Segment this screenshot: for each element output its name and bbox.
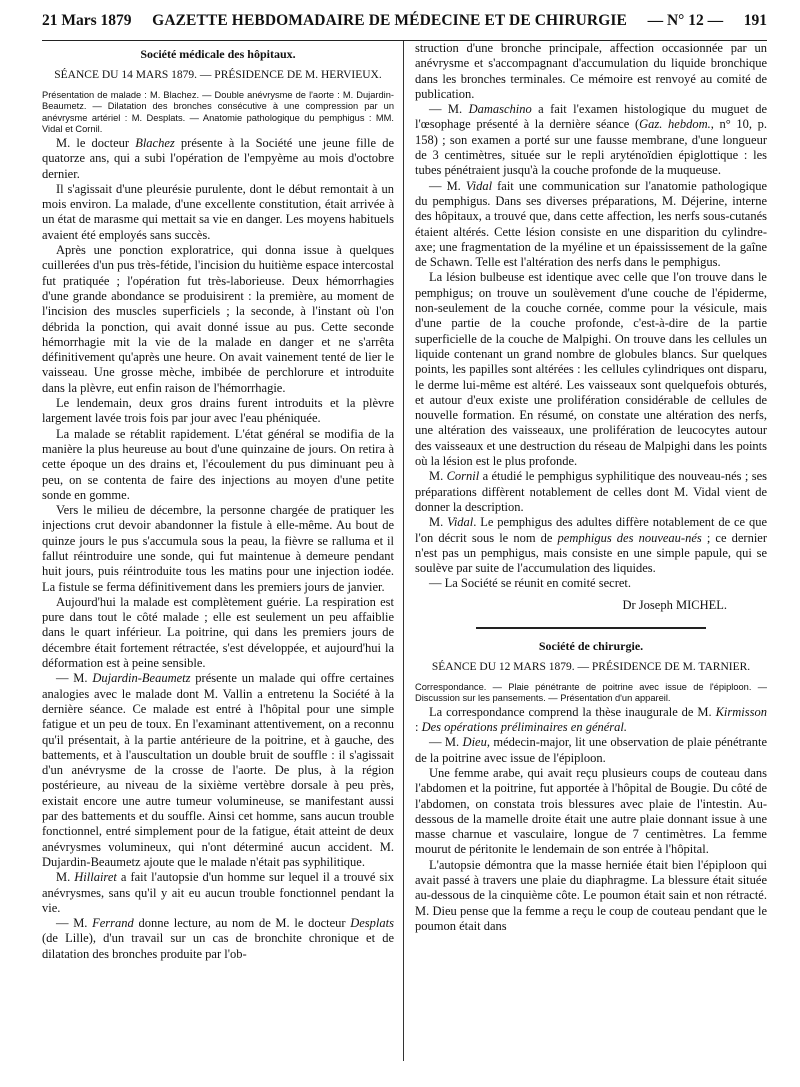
paragraph: Une femme arabe, qui avait reçu plusieurs coups de couteau dans l'abdomen et la poitrine, fut apportée à l'hôpital de Bougie. Du côté de l'abdomen, on constata trois blessures avec plaie de l'intestin. Au-dessous de la mamelle droite était une autre plaie donnant issue à une masse charnue et vasculaire, longue de 7 centimètres. La femme mourut de péritonite le lendemain de son entrée à l'hôpital. — [415, 765, 767, 857]
paragraph: Vers le milieu de décembre, la personne chargée de pratiquer les injections crut devoir abandonner la fistule à elle-même. Au bout de quinze jours le pus s'accumula sous la peau, la fièvre se ralluma et il fallut réintroduire une sonde, qui fut maintenue à demeure pendant huit jours, puis réintroduite tous les matins pour une injection iodée. La fistule se ferma définitivement dans les premiers jours de janvier. — [42, 503, 394, 594]
person-name: Vidal — [465, 178, 493, 193]
paragraph: — La Société se réunit en comité secret. — [429, 576, 632, 591]
signature: Dr Joseph MICHEL. — [622, 597, 727, 612]
seance-line: SÉANCE DU 12 MARS 1879. — PRÉSIDENCE DE M. TARNIER. — [431, 661, 751, 674]
person-name: Ferrand — [92, 916, 134, 931]
paragraph: struction d'une bronche principale, affection occasionnée par un anévrysme et s'accompagnant d'accumulation du liquide bronchique dans les bronches terminales. Ce mémoire est renvoyé au comité de publication. — [415, 41, 767, 101]
running-header — [42, 8, 767, 40]
paragraph: Il s'agissait d'une pleurésie purulente, dont le début remontait à un mois environ. La malade, d'une excellente constitution, était arrivée à un état de marasme qui mettait sa vie en danger. Les moyens habituels avaient été employés sans succès. — [42, 181, 394, 242]
paragraph: La correspondance comprend la thèse inaugurale de M. Kirmisson : Des opérations préliminaires en général. — [415, 704, 767, 735]
person-name: Kirmisson — [715, 704, 767, 719]
citation: Gaz. hebdom. — [639, 117, 711, 132]
person-name: Dujardin-Beaumetz — [92, 671, 191, 686]
paragraph: — M. Damaschino a fait l'examen histologique du muguet de l'œsophage présenté à la dernière séance (Gaz. hebdom., n° 10, p. 158) ; son examen a porté sur une fausse membrane, d'une longueur de 3 centimètres, située sur le repli aryténoïdien épiglottique : les tubes pénétraient jusqu'à la couche profonde de la muqueuse. — [415, 102, 767, 178]
right-column — [415, 41, 767, 1061]
section-heading-chirurgie: Société de chirurgie. — [538, 638, 644, 653]
paragraph: Aujourd'hui la malade est complètement guérie. La respiration est pure dans tout le côté malade ; elle est seulement un peu affaiblie dans le quart inférieur. La poitrine, qui dans les premiers jours de décembre était fortement rétractée, s'est développée, et aujourd'hui la déformation est à peine sensible. — [42, 594, 394, 671]
two-column-body — [42, 41, 767, 1061]
journal-title: GAZETTE HEBDOMADAIRE DE MÉDECINE ET DE CHIRURGIE — [152, 12, 627, 29]
journal-page — [42, 8, 767, 1078]
person-name: Hillairet — [74, 870, 117, 885]
paragraph: Après une ponction exploratrice, qui donna issue à quelques cuillerées d'un pus très-fétide, l'incision du huitième espace intercostal fut pratiquée ; l'opération fut très-laborieuse. Deux hémorrhagies d'une grande abondance se produisirent : la première, au moment de l'incision des muscles superficiels ; la seconde, à l'instant où l'on débrida la ponction, qui avait donné issue au pus. Cette seconde hémorrhagie mit la vie de la malade en danger et ne s'arrêta définitivement qu'après une heure. On avait vainement tenté de lier le vaisseau. Une grosse mèche, imbibée de perchlorure et introduite dans la plèvre, eut enfin raison de l'hémorrhagie. — [42, 243, 394, 395]
paragraph: La malade se rétablit rapidement. L'état général se modifia de la manière la plus heureuse au bout d'une quinzaine de jours. On retira à cette époque un des drains et, l'écoulement du pus diminuant peu à peu, on se contenta de faire des injections au moyen d'une petite sonde en gomme. — [42, 426, 394, 502]
person-name: Blachez — [135, 135, 175, 150]
header-date: 21 Mars 1879 — [42, 12, 132, 29]
paragraph: — M. Dieu, médecin-major, lit une observation de plaie pénétrante de la poitrine avec issue de l'épiploon. — [415, 735, 767, 765]
paragraph: — M. Ferrand donne lecture, au nom de M. le docteur Desplats (de Lille), d'un travail sur un cas de bronchite chronique et de dilatation des bronches produite par l'ob- — [42, 916, 394, 961]
paragraph: — M. Vidal fait une communication sur l'anatomie pathologique du pemphigus. Dans ses diverses préparations, M. Déjerine, interne des hôpitaux, a trouvé que, dans cette affection, les nerfs sous-cutanés étaient altérés. Cette lésion consiste en une disparition du cylindre-axe; une fragmentation de la myéline et un épaississement de la gaîne de Schawn. Telle est l'altération des nerfs dans le pemphigus. — [415, 178, 767, 270]
paragraph: La lésion bulbeuse est identique avec celle que l'on trouve dans le pemphigus; on trouve un soulèvement d'une couche de l'épiderme, non-seulement de la couche cornée, comme pour la vésicule, mais d'une partie de la couche profonde, c'est-à-dire de la partie superficielle de la couche de Malpighi. On trouve dans les cellules un liquide contenant un grand nombre de globules blancs. Sur quelques points, les papilles sont altérées : les cellules cylindriques ont disparu, le derme lui-même est altéré. Les vaisseaux sont quelquefois obturés, et autour d'eux existe une prolifération considérable de cellules de nouvelle formation. En résumé, on constate une altération des nerfs, une altération des vaisseaux, une prolifération de leucocytes autour des vaisseaux et une destruction du réseau de Malpighi dans les points où la lésion est le plus profonde. — [415, 270, 767, 469]
person-name: Desplats — [350, 916, 394, 931]
section-heading-medicale: Société médicale des hôpitaux. — [140, 47, 296, 61]
thesis-title: Des opérations préliminaires en général. — [421, 720, 628, 735]
paragraph: L'autopsie démontra que la masse herniée était bien l'épiploon qui avait passé à travers une plaie du diaphragme. La blessure était située au-dessous de la cinquième côte. Le poumon était sain et non rétracté. M. Dieu pense que la femme a reçu le coup de couteau pendant que le poumon était dans — [415, 857, 767, 933]
paragraph: Le lendemain, deux gros drains furent introduits et la plèvre largement lavée trois fois par jour avec l'eau phéniquée. — [42, 396, 394, 426]
person-name: Vidal — [447, 515, 474, 530]
left-column — [42, 41, 394, 1061]
paragraph: M. Vidal. Le pemphigus des adultes diffère notablement de ce que l'on décrit sous le nom de pemphigus des nouveau-nés ; ce dernier n'est pas un pemphigus, mais consiste en une simple papule, qui se soulève par suite de l'accumulation des liquides. — [415, 515, 767, 576]
person-name: Cornil — [446, 469, 480, 484]
paragraph: M. le docteur Blachez présente à la Société une jeune fille de quatorze ans, qui a subi l'opération de l'empyème au mois d'octobre dernier. — [42, 135, 394, 181]
paragraph: M. Cornil a étudié le pemphigus syphilitique des nouveau-nés ; ses préparations diffèrent notablement de celles dont M. Vidal vient de donner la description. — [415, 469, 767, 514]
session-summary: Présentation de malade : M. Blachez. — Double anévrysme de l'aorte : M. Dujardin-Beaumetz. — Dilatation des bronches consécutive à une compression par un anévrysme artériel : M. Desplats. — Anatomie pathologique du pemphigus : MM. Vidal et Cornil. — [42, 89, 394, 135]
section-rule — [476, 627, 706, 629]
paragraph: M. Hillairet a fait l'autopsie d'un homme sur lequel il a trouvé six anévrysmes, sans qu'il y ait eu aucun trouble fonctionnel pendant la vie. — [42, 870, 394, 915]
seance-line: SÉANCE DU 14 MARS 1879. — PRÉSIDENCE DE M. HERVIEUX. — [54, 69, 382, 82]
issue-number: — N° 12 — — [647, 12, 724, 29]
person-name: Damaschino — [468, 102, 532, 117]
person-name: Dieu — [462, 735, 487, 750]
session-summary: Correspondance. — Plaie pénétrante de poitrine avec issue de l'épiploon. — Discussion sur les pansements. — Présentation d'un appareil. — [415, 681, 767, 704]
page-number: 191 — [743, 12, 767, 29]
column-divider — [403, 41, 404, 1061]
paragraph: — M. Dujardin-Beaumetz présente un malade qui offre certaines analogies avec le malade dont M. Vallin a entretenu la Société à la dernière séance. Ce malade est entré à l'hôpital pour une simple fatigue et un peu de toux. En l'examinant attentivement, on a reconnu qu'il présentait, à la partie antérieure de la poitrine, et à gauche, des battements, et à l'auscultation un double bruit de souffle : il s'agissait d'un anévrysme de la crosse de l'aorte. De plus, à la région postérieure, au niveau de la sixième vertèbre dorsale à peu près, existait encore une autre tumeur volumineuse, se manifestant aussi par des battements et du souffle. Ainsi cet homme, sans aucun trouble fonctionnel, entré simplement pour de la fatigue, était atteint de deux anévrysmes volumineux, qui n'ont déterminé aucun accident. M. Dujardin-Beaumetz ajoute que le malade n'était pas syphilitique. — [42, 671, 394, 869]
italic-term: pemphigus des nouveau-nés — [557, 530, 702, 545]
